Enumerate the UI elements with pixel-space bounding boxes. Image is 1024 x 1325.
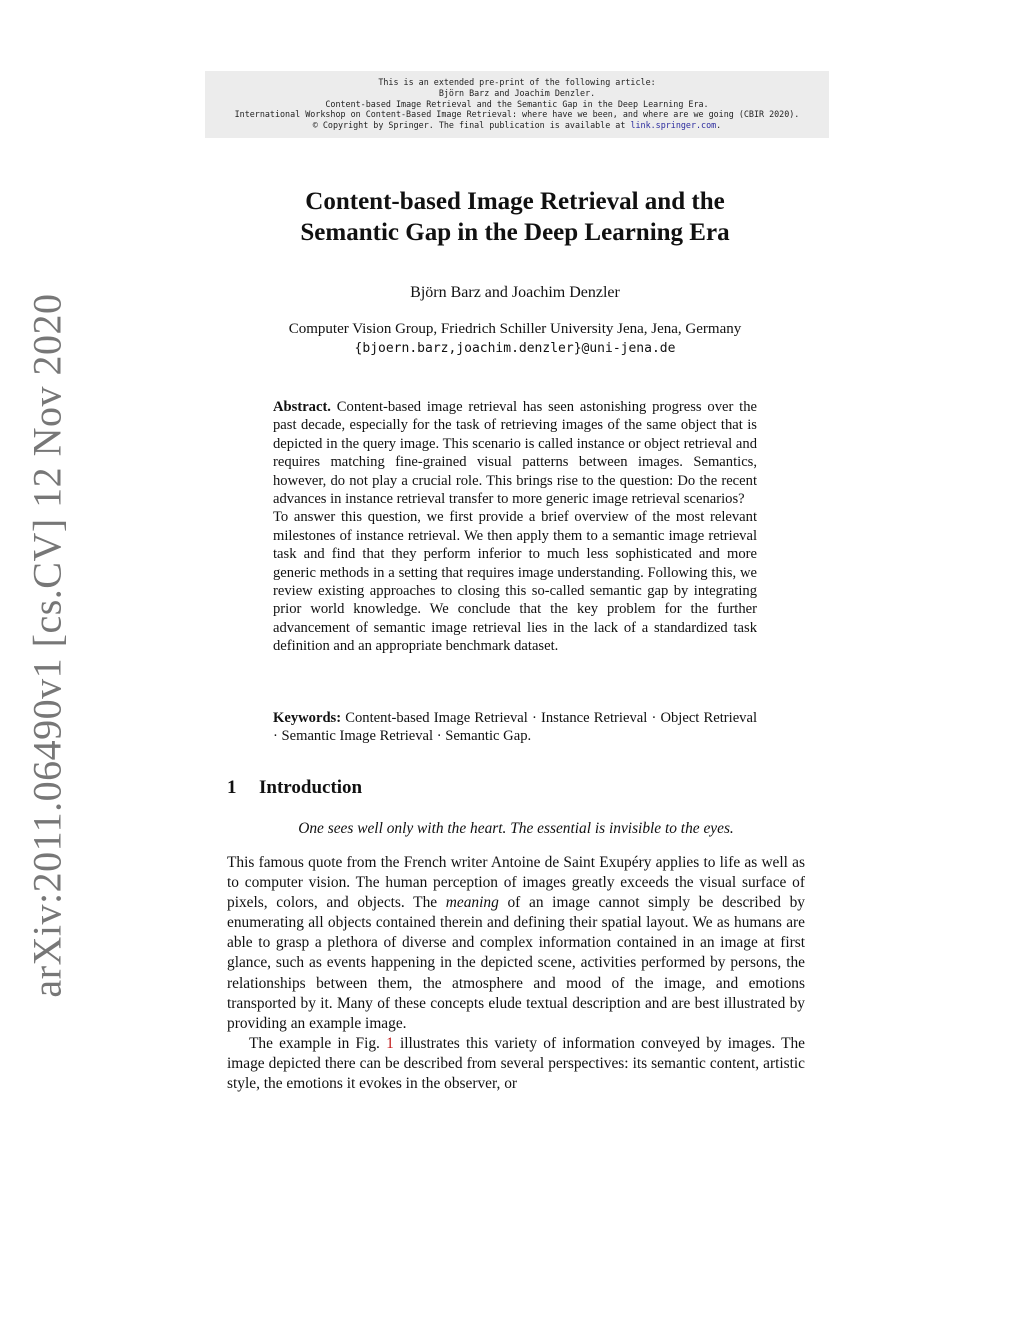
arxiv-side-identifier bbox=[18, 292, 76, 998]
keywords bbox=[273, 709, 757, 746]
author-list: Björn Barz and Joachim Denzler bbox=[410, 284, 620, 301]
body-text-run: illustrates this variety of information conveyed by images. The image depicted there can be described from several perspectives: its semantic content, artistic style, the emotions it evokes in the observer, or bbox=[227, 1034, 805, 1093]
epigraph: One sees well only with the heart. The essential is invisible to the eyes. bbox=[298, 820, 734, 837]
notice-line: Björn Barz and Joachim Denzler. bbox=[438, 87, 596, 98]
affiliation-line: Computer Vision Group, Friedrich Schiller University Jena, Jena, Germany bbox=[288, 321, 742, 337]
notice-line: This is an extended pre-print of the following article: bbox=[378, 77, 656, 87]
body-paragraph bbox=[227, 853, 805, 1034]
affiliation bbox=[200, 319, 830, 359]
abstract-label: Abstract. bbox=[273, 399, 331, 415]
section-title: Introduction bbox=[259, 777, 363, 798]
body-text-run: of an image cannot simply be described by enumerating all objects contained therein and defining their spatial layout. We as humans are able to grasp a plethora of diverse and complex information contained in an image at first glance, such as events happening in the depicted scene, activities performed by persons, the relationships between them, the atmosphere and mood of the image, and emotions transported by it. Many of these concepts elude textual description and are best illustrated by providing an example image. bbox=[227, 894, 805, 1032]
keywords-text: Content-based Image Retrieval · Instance Retrieval · Object Retrieval · Semantic Image Retrieval · Semantic Gap. bbox=[273, 710, 757, 745]
springer-link[interactable]: link.springer.com bbox=[630, 120, 717, 131]
figure-reference-link[interactable]: 1 bbox=[386, 1034, 394, 1052]
body-paragraph bbox=[227, 1034, 805, 1094]
title-line: Content-based Image Retrieval and the bbox=[305, 188, 725, 215]
title-line: Semantic Gap in the Deep Learning Era bbox=[300, 219, 730, 246]
abstract bbox=[273, 398, 757, 656]
notice-line: International Workshop on Content-Based Image Retrieval: where have we been, and where are we going (CBIR 2020). bbox=[234, 109, 800, 120]
section-heading bbox=[227, 777, 627, 799]
body-text bbox=[227, 853, 805, 1094]
notice-copyright: © Copyright by Springer. The final publication is available at bbox=[312, 120, 626, 131]
body-text-run: This famous quote from the French writer Antoine de Saint Exupéry applies to life as well as to computer vision. The human perception of images greatly exceeds the visual surface of pixels, colors, and objects. The bbox=[227, 854, 805, 912]
notice-period: . bbox=[716, 120, 722, 131]
preprint-notice bbox=[205, 71, 829, 138]
abstract-text: Content-based image retrieval has seen astonishing progress over the past decade, especially for the task of retrieving images of the same object that is depicted in the query image. This scenario is called instance or object retrieval and requires matching fine-grained visual patterns between images. Semantics, however, do not play a crucial role. This brings rise to the question: Do the recent advances in instance retrieval transfer to more generic image retrieval scenarios? bbox=[273, 399, 757, 508]
keywords-label: Keywords: bbox=[273, 710, 342, 726]
notice-line bbox=[205, 120, 829, 131]
notice-line: Content-based Image Retrieval and the Semantic Gap in the Deep Learning Era. bbox=[325, 98, 709, 109]
section-number: 1 bbox=[227, 777, 237, 798]
author-emails: {bjoern.barz,joachim.denzler}@uni-jena.de bbox=[354, 341, 676, 356]
paper-title bbox=[200, 186, 830, 248]
abstract-paragraph bbox=[273, 398, 757, 508]
abstract-paragraph: To answer this question, we first provide a brief overview of the most relevant milestones of instance retrieval. We then apply them to a semantic image retrieval task and find that they perform inferior to much less sophisticated and more generic methods in a setting that requires image understanding. Following this, we review existing approaches to closing this so-called semantic gap by integrating prior world knowledge. We conclude that the key problem for the further advancement of semantic image retrieval lies in the lack of a standardized task definition and an appropriate benchmark dataset. bbox=[273, 509, 757, 655]
body-text-run: The example in Fig. bbox=[249, 1034, 380, 1052]
emphasis: meaning bbox=[445, 894, 499, 912]
arxiv-identifier-text: arXiv:2011.06490v1 [cs.CV] 12 Nov 2020 bbox=[24, 292, 70, 998]
